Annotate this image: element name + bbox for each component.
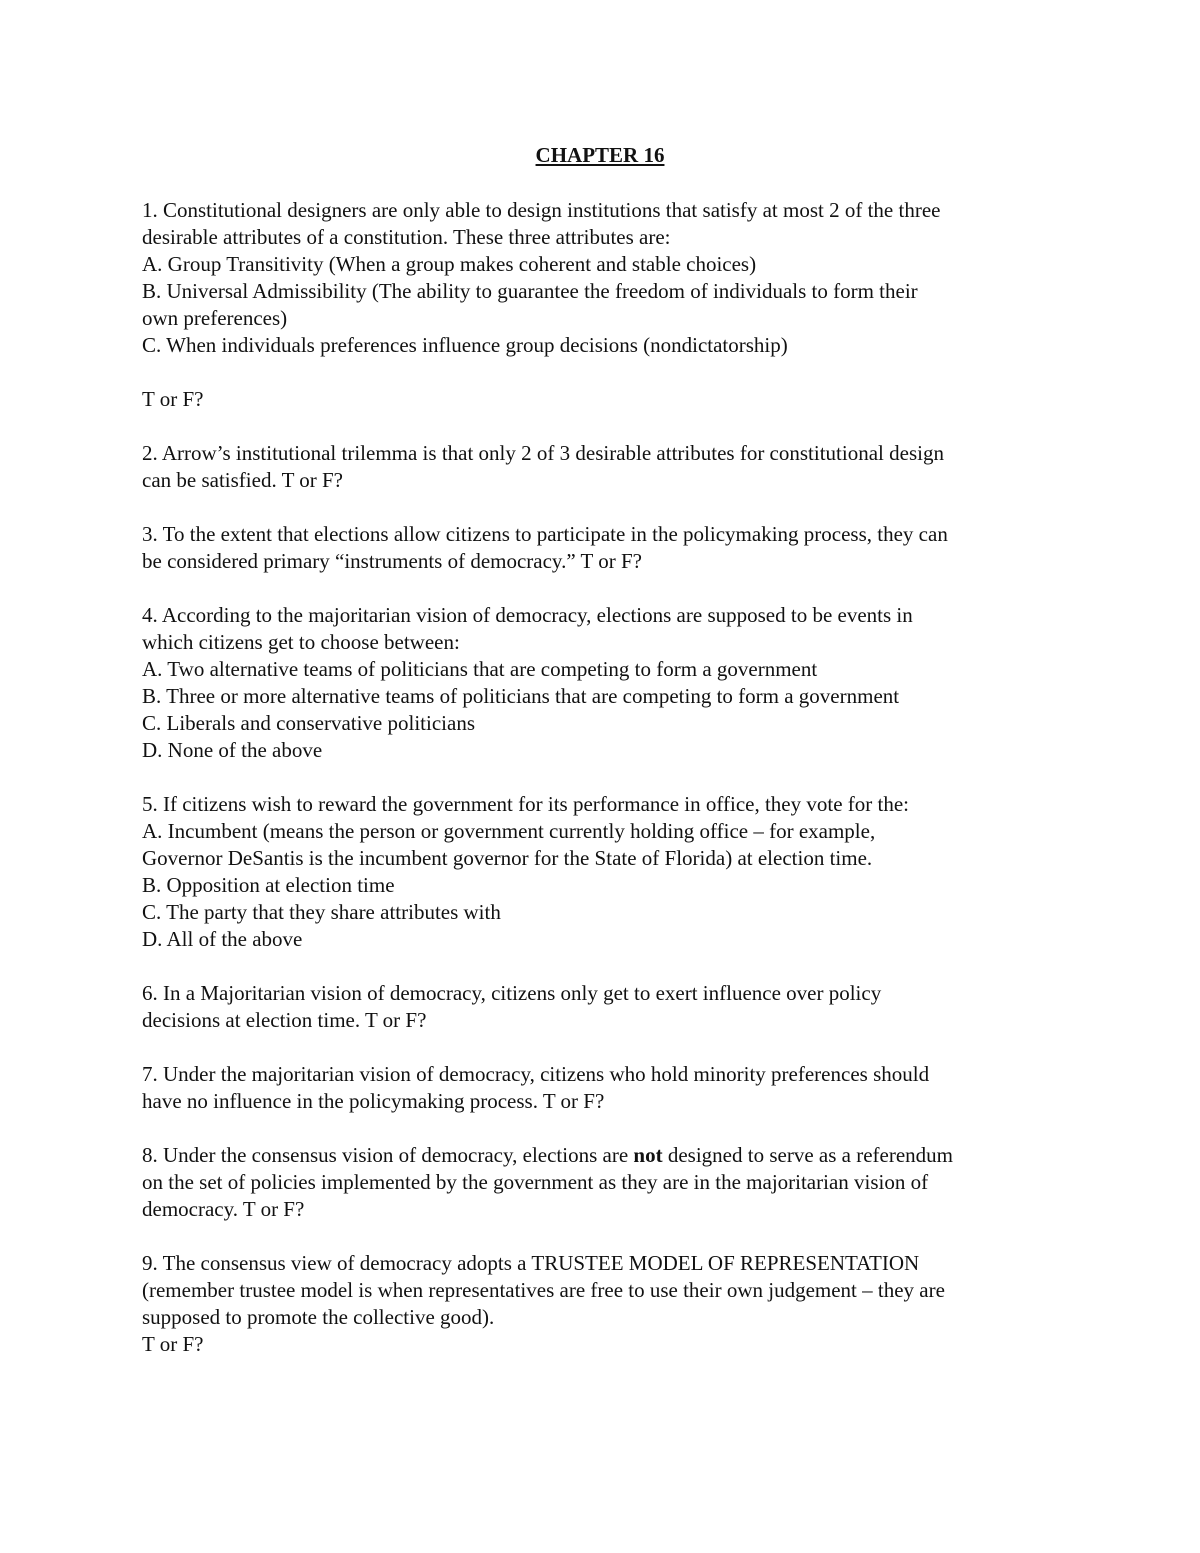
question-5 <box>142 791 1072 953</box>
chapter-title: CHAPTER 16 <box>535 143 665 167</box>
question-3-line-2: be considered primary “instruments of democracy.” T or F? <box>142 549 642 573</box>
question-8-text-after: designed to serve as a referendum <box>662 1143 953 1167</box>
question-6-line-2: decisions at election time. T or F? <box>142 1008 427 1032</box>
question-9-answer-prompt: T or F? <box>142 1332 204 1356</box>
question-1-line-1: 1. Constitutional designers are only able to design institutions that satisfy at most 2 of the three <box>142 198 941 222</box>
question-5-line-1: 5. If citizens wish to reward the government for its performance in office, they vote for the: <box>142 792 910 816</box>
question-1 <box>142 197 1072 413</box>
question-4-option-c: C. Liberals and conservative politicians <box>142 711 475 735</box>
question-8-emphasis: not <box>633 1143 663 1167</box>
question-5-option-c: C. The party that they share attributes with <box>142 900 501 924</box>
question-2-line-2: can be satisfied. T or F? <box>142 468 344 492</box>
question-4-option-d: D. None of the above <box>142 738 323 762</box>
question-1-option-a: A. Group Transitivity (When a group makes coherent and stable choices) <box>142 252 757 276</box>
question-1-option-b: B. Universal Admissibility (The ability to guarantee the freedom of individuals to form their <box>142 279 918 303</box>
question-8-line-2: on the set of policies implemented by the government as they are in the majoritarian vision of <box>142 1170 929 1194</box>
question-8-text-before: 8. Under the consensus vision of democracy, elections are <box>142 1143 634 1167</box>
question-5-option-a-cont: Governor DeSantis is the incumbent governor for the State of Florida) at election time. <box>142 846 873 870</box>
question-4-option-a: A. Two alternative teams of politicians that are competing to form a government <box>142 657 818 681</box>
question-3-line-1: 3. To the extent that elections allow citizens to participate in the policymaking process, they can <box>142 522 948 546</box>
question-5-option-b: B. Opposition at election time <box>142 873 395 897</box>
question-9-line-2: (remember trustee model is when representatives are free to use their own judgement – they are <box>142 1278 945 1302</box>
question-8-line-3: democracy. T or F? <box>142 1197 305 1221</box>
question-1-line-2: desirable attributes of a constitution. These three attributes are: <box>142 225 671 249</box>
question-8 <box>142 1142 1072 1223</box>
question-6 <box>142 980 1072 1034</box>
question-5-option-d: D. All of the above <box>142 927 303 951</box>
question-2-line-1: 2. Arrow’s institutional trilemma is that only 2 of 3 desirable attributes for constitutional design <box>142 441 944 465</box>
question-list <box>142 197 1072 1385</box>
question-7-line-2: have no influence in the policymaking process. T or F? <box>142 1089 605 1113</box>
question-1-answer-prompt: T or F? <box>142 387 204 411</box>
question-4-line-1: 4. According to the majoritarian vision of democracy, elections are supposed to be events in <box>142 603 913 627</box>
question-1-option-c: C. When individuals preferences influence group decisions (nondictatorship) <box>142 333 788 357</box>
question-4-option-b: B. Three or more alternative teams of politicians that are competing to form a government <box>142 684 900 708</box>
question-4-line-2: which citizens get to choose between: <box>142 630 460 654</box>
question-2 <box>142 440 1072 494</box>
question-9-line-3: supposed to promote the collective good). <box>142 1305 495 1329</box>
question-6-line-1: 6. In a Majoritarian vision of democracy, citizens only get to exert influence over policy <box>142 981 882 1005</box>
question-7 <box>142 1061 1072 1115</box>
question-4 <box>142 602 1072 764</box>
question-5-option-a: A. Incumbent (means the person or government currently holding office – for example, <box>142 819 876 843</box>
question-3 <box>142 521 1072 575</box>
question-9-line-1: 9. The consensus view of democracy adopts a TRUSTEE MODEL OF REPRESENTATION <box>142 1251 920 1275</box>
question-9 <box>142 1250 1072 1358</box>
question-1-option-b-cont: own preferences) <box>142 306 288 330</box>
question-7-line-1: 7. Under the majoritarian vision of democracy, citizens who hold minority preferences should <box>142 1062 930 1086</box>
question-8-line-1 <box>142 1142 1072 1169</box>
spacer <box>142 359 1072 386</box>
